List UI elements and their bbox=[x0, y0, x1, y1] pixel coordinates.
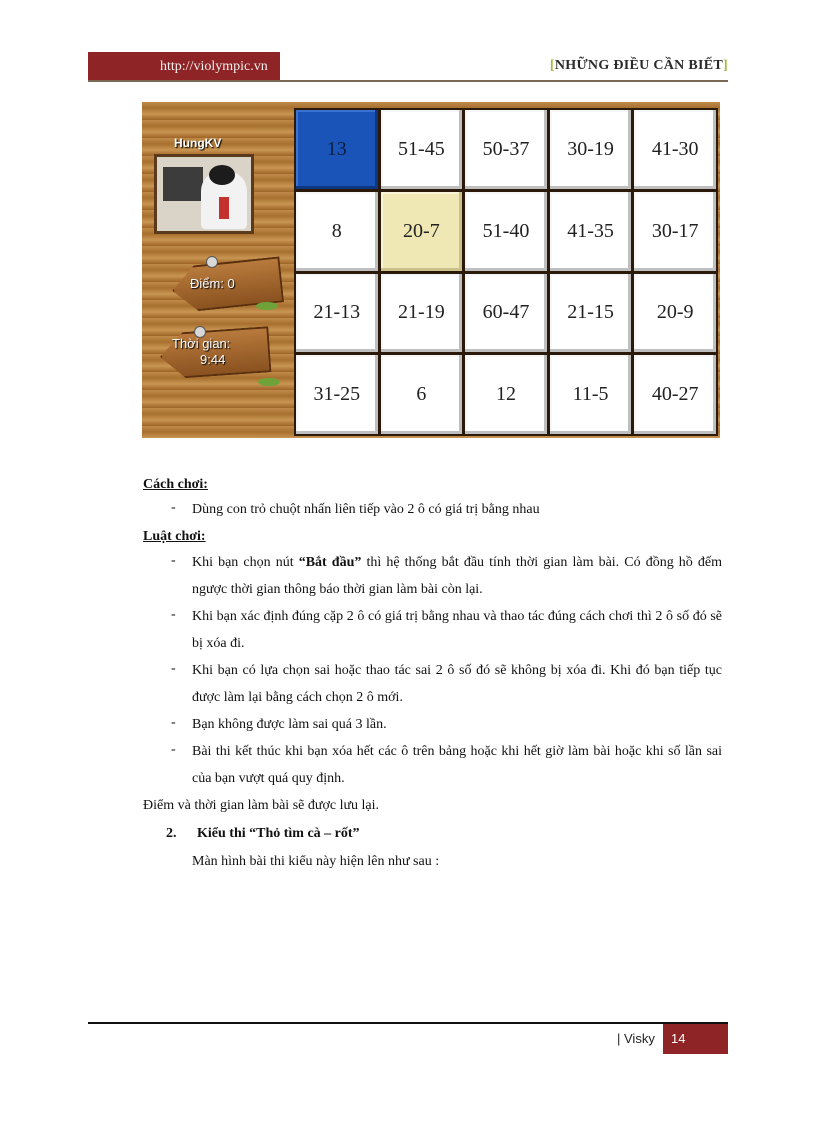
footer-brand: | Visky bbox=[617, 1031, 655, 1046]
board-cell[interactable]: 60-47 bbox=[465, 274, 547, 353]
board-cell[interactable]: 40-27 bbox=[634, 355, 716, 434]
board-cell[interactable]: 41-30 bbox=[634, 110, 716, 189]
rule-item-1: Khi bạn chọn nút “Bắt đầu” thì hệ thống bắt đầu tính thời gian làm bài. Có đồng hồ đếm ngược thời gian thông báo thời gian làm bài còn lại. bbox=[192, 555, 722, 597]
note-text: Điểm và thời gian làm bài sẽ được lưu lại. bbox=[143, 798, 380, 813]
footer-rule bbox=[88, 1022, 728, 1024]
header-title-text: NHỮNG ĐIỀU CẦN BIẾT bbox=[554, 58, 724, 73]
leaf-icon bbox=[256, 302, 278, 310]
board-cell[interactable]: 6 bbox=[381, 355, 463, 434]
board-cell[interactable]: 13 bbox=[296, 110, 378, 189]
header-rule bbox=[88, 80, 728, 82]
nail-icon bbox=[206, 256, 218, 268]
time-label: Thời gian: bbox=[172, 336, 231, 351]
section-intro: Màn hình bài thi kiểu này hiện lên như sau : bbox=[192, 854, 440, 869]
board-cell[interactable]: 21-13 bbox=[296, 274, 378, 353]
header-title: [NHỮNG ĐIỀU CẦN BIẾT] bbox=[549, 58, 728, 73]
rule-item-4: Bạn không được làm sai quá 3 lần. bbox=[192, 717, 387, 732]
board-cell[interactable]: 30-19 bbox=[550, 110, 632, 189]
board-cell[interactable]: 21-15 bbox=[550, 274, 632, 353]
score-label: Điểm: 0 bbox=[190, 276, 235, 291]
time-value: 9:44 bbox=[200, 352, 226, 367]
rule-item-3: Khi bạn có lựa chọn sai hoặc thao tác sai 2 ô số đó sẽ không bị xóa đi. Khi đó bạn tiếp tục được làm lại bằng cách chọn 2 ô mới. bbox=[192, 663, 722, 705]
list-bullet: - bbox=[171, 661, 176, 676]
section-number: 2. bbox=[166, 826, 177, 841]
leaf-icon bbox=[258, 378, 280, 386]
list-bullet: - bbox=[171, 715, 176, 730]
board-cell[interactable]: 30-17 bbox=[634, 192, 716, 271]
board-cell[interactable]: 20-9 bbox=[634, 274, 716, 353]
list-bullet: - bbox=[171, 553, 176, 568]
board-cell[interactable]: 21-19 bbox=[381, 274, 463, 353]
section-title: Kiểu thi “Thỏ tìm cà – rốt” bbox=[197, 826, 360, 841]
board-cell[interactable]: 12 bbox=[465, 355, 547, 434]
rule-item-2: Khi bạn xác định đúng cặp 2 ô có giá trị bằng nhau và thao tác đúng cách chơi thì 2 ô số đó sẽ bị xóa đi. bbox=[192, 609, 722, 651]
board-cell[interactable]: 41-35 bbox=[550, 192, 632, 271]
board-cell[interactable]: 8 bbox=[296, 192, 378, 271]
how-to-play-item: Dùng con trỏ chuột nhấn liên tiếp vào 2 ô có giá trị bằng nhau bbox=[192, 502, 540, 517]
player-avatar bbox=[154, 154, 254, 234]
game-screenshot bbox=[142, 102, 720, 438]
list-bullet: - bbox=[171, 742, 176, 757]
game-board bbox=[294, 108, 718, 436]
player-name: HungKV bbox=[174, 136, 222, 150]
header-url[interactable]: http://violympic.vn bbox=[160, 59, 268, 74]
board-cell[interactable]: 20-7 bbox=[381, 192, 463, 271]
rules-heading: Luật chơi: bbox=[143, 529, 206, 544]
board-cell[interactable]: 51-45 bbox=[381, 110, 463, 189]
board-cell[interactable]: 11-5 bbox=[550, 355, 632, 434]
rule-item-5: Bài thi kết thúc khi bạn xóa hết các ô trên bảng hoặc khi hết giờ làm bài hoặc khi số lần sai của bạn vượt quá quy định. bbox=[192, 744, 722, 786]
page-number: 14 bbox=[663, 1024, 728, 1054]
list-bullet: - bbox=[171, 500, 176, 515]
board-cell[interactable]: 31-25 bbox=[296, 355, 378, 434]
board-cell[interactable]: 51-40 bbox=[465, 192, 547, 271]
list-bullet: - bbox=[171, 607, 176, 622]
how-to-play-heading: Cách chơi: bbox=[143, 477, 208, 492]
board-cell[interactable]: 50-37 bbox=[465, 110, 547, 189]
